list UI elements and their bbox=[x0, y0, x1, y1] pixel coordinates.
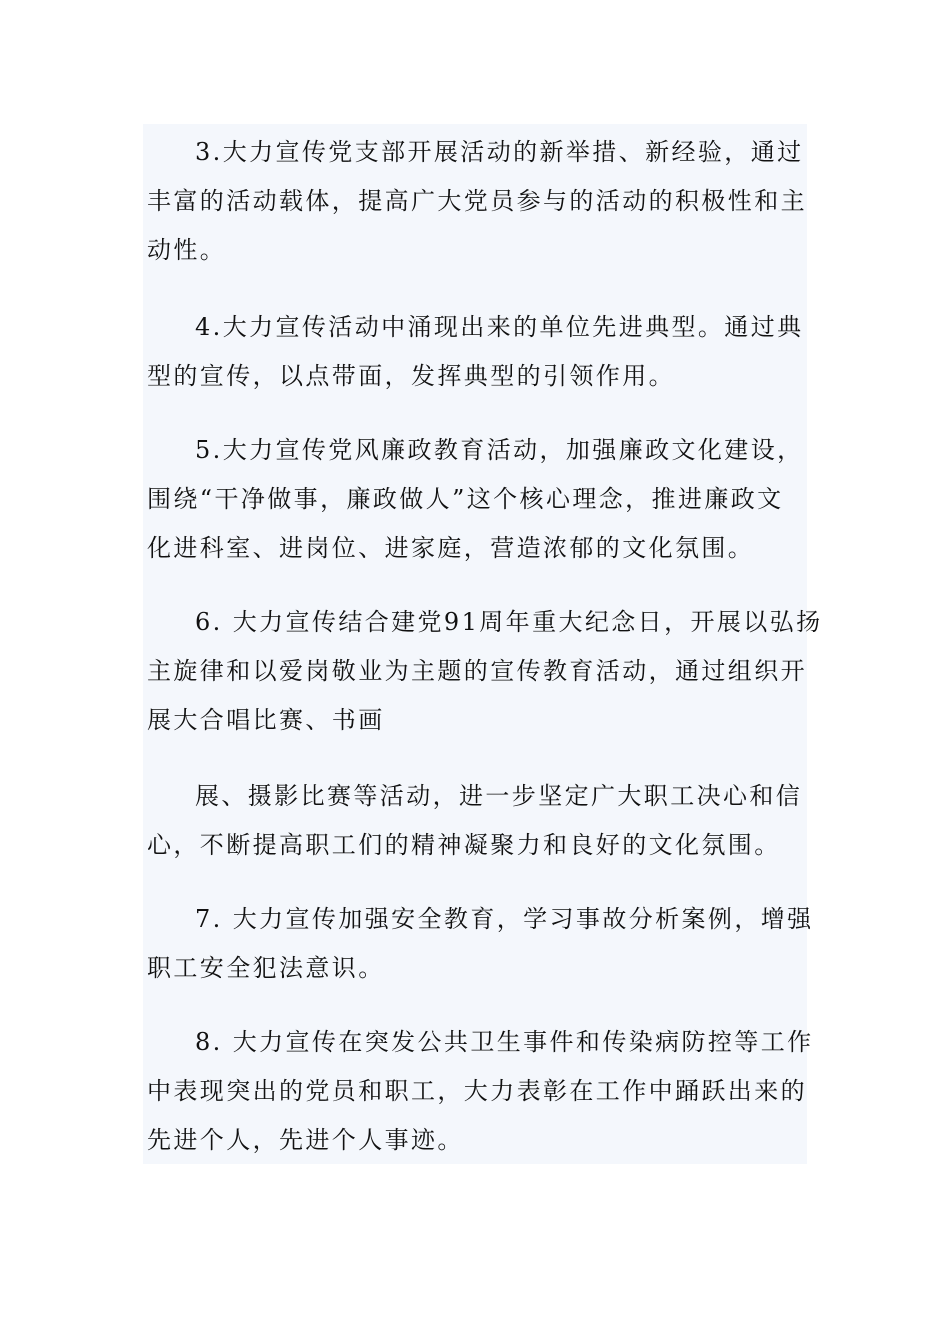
paragraph-4-line-2: 型的宣传，以点带面，发挥典型的引领作用。 bbox=[147, 362, 675, 390]
paragraph-5-line-3: 化进科室、进岗位、进家庭，营造浓郁的文化氛围。 bbox=[147, 534, 755, 562]
paragraph-8-line-2: 中表现突出的党员和职工，大力表彰在工作中踊跃出来的 bbox=[147, 1077, 807, 1105]
paragraph-3-line-1: 3.大力宣传党支部开展活动的新举措、新经验，通过 bbox=[195, 138, 804, 166]
paragraph-8-line-3: 先进个人，先进个人事迹。 bbox=[147, 1126, 464, 1154]
paragraph-7-line-2: 职工安全犯法意识。 bbox=[147, 954, 385, 982]
paragraph-6-continued-line-2: 心，不断提高职工们的精神凝聚力和良好的文化氛围。 bbox=[147, 831, 781, 859]
paragraph-6-line-2: 主旋律和以爱岗敬业为主题的宣传教育活动，通过组织开 bbox=[147, 657, 807, 685]
paragraph-4-line-1: 4.大力宣传活动中涌现出来的单位先进典型。通过典 bbox=[195, 313, 804, 341]
paragraph-6-line-3: 展大合唱比赛、书画 bbox=[147, 706, 385, 734]
paragraph-3-line-2: 丰富的活动载体，提高广大党员参与的活动的积极性和主 bbox=[147, 187, 807, 215]
paragraph-3-line-3: 动性。 bbox=[147, 236, 227, 264]
paragraph-7-line-1: 7. 大力宣传加强安全教育，学习事故分析案例，增强 bbox=[195, 905, 814, 933]
paragraph-5-line-1: 5.大力宣传党风廉政教育活动，加强廉政文化建设， bbox=[195, 436, 804, 464]
document-text-panel bbox=[143, 124, 807, 1164]
paragraph-6-continued-line-1: 展、摄影比赛等活动，进一步坚定广大职工决心和信 bbox=[195, 782, 803, 810]
paragraph-6-line-1: 6. 大力宣传结合建党91周年重大纪念日，开展以弘扬 bbox=[195, 608, 823, 636]
paragraph-8-line-1: 8. 大力宣传在突发公共卫生事件和传染病防控等工作 bbox=[195, 1028, 814, 1056]
paragraph-5-line-2: 围绕“干净做事，廉政做人”这个核心理念，推进廉政文 bbox=[147, 485, 784, 513]
